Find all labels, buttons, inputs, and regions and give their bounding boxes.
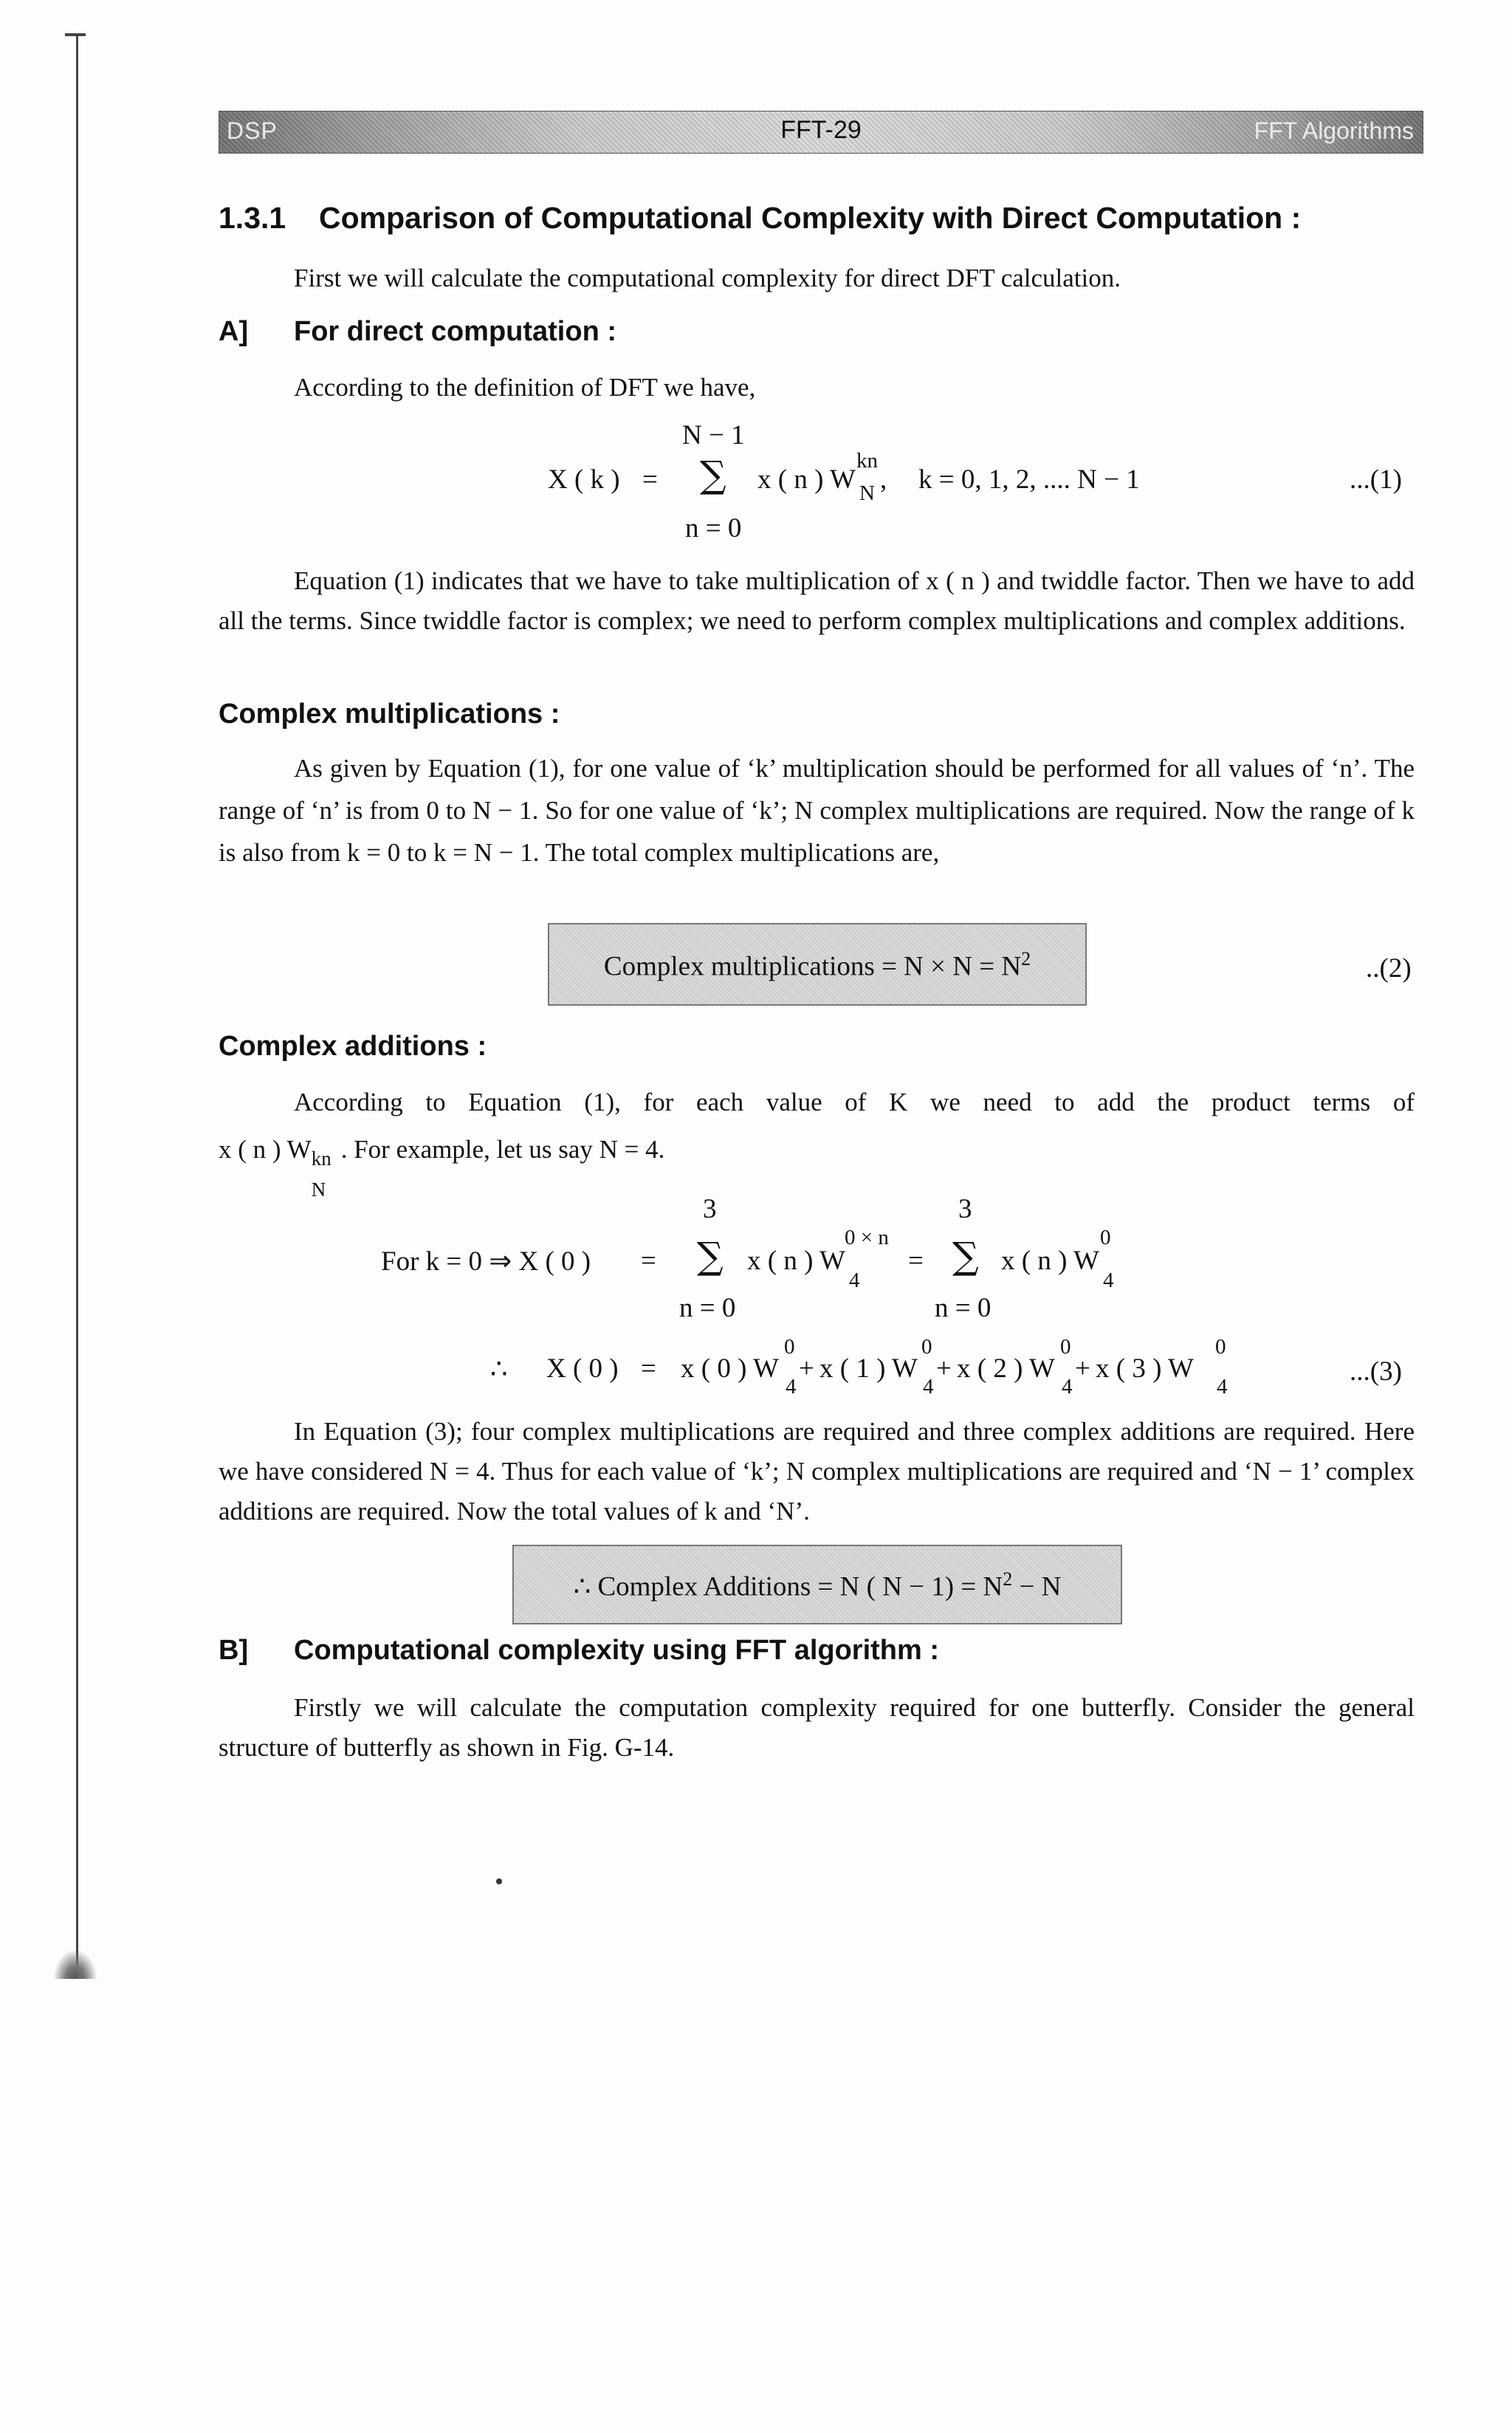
eqk0-lower-2: n = 0 (935, 1293, 992, 1323)
part-a-title: For direct computation : (294, 316, 616, 347)
eq3-number: ...(3) (1350, 1356, 1402, 1387)
complex-add-formula-sup: 2 (1003, 1568, 1013, 1590)
binding-tick (65, 33, 86, 36)
add-line2-sub: N (311, 1178, 326, 1201)
eqk0-lhs: For k = 0 ⇒ X ( 0 ) (381, 1246, 591, 1277)
eq1-lower-limit: n = 0 (685, 513, 742, 543)
complex-mult-heading: Complex multiplications : (219, 699, 560, 730)
eq1-sub: N (859, 481, 875, 505)
eq1-term: x ( n ) W (757, 464, 856, 495)
eq3-term-1: x ( 0 ) W (681, 1353, 779, 1384)
eqk0-equals: = (641, 1246, 656, 1276)
eq1-upper-limit: N − 1 (682, 420, 745, 450)
part-b-title: Computational complexity using FFT algorithm : (294, 1635, 940, 1666)
header-left: DSP (227, 117, 278, 144)
add-line2-sup: kn (311, 1147, 331, 1170)
eqk0-term-1-sub: 4 (849, 1269, 860, 1292)
eq3-term-4-sup: 0 (1215, 1335, 1226, 1359)
eq3-term-1-sub: 4 (786, 1375, 797, 1399)
running-header (219, 111, 1423, 154)
eqk0-equals-2: = (908, 1246, 924, 1276)
eqk0-term-1-sup: 0 × n (845, 1226, 889, 1249)
complex-add-heading: Complex additions : (219, 1031, 487, 1062)
eq3-term-3: x ( 2 ) W (957, 1353, 1055, 1384)
section-intro: First we will calculate the computational complexity for direct DFT calculation. (294, 264, 1121, 292)
para-3: In Equation (3); four complex multiplications are required and three complex additions are required. Here we have considered N = 4. Thus for each value of ‘k’; N complex multiplications are required and ‘N − 1’ complex additions are required. Now the total values of k and ‘N’. (219, 1417, 1415, 1526)
add-line2-term: x ( n ) W (219, 1135, 312, 1164)
part-b-para: Firstly we will calculate the computation complexity required for one butterfly. Consider the general structure of butterfly as shown in Fig. G-14. (219, 1693, 1415, 1762)
eq3-op-1: + (799, 1353, 814, 1384)
part-b-label: B] (219, 1635, 249, 1666)
eq1-range: k = 0, 1, 2, .... N − 1 (918, 464, 1140, 495)
complex-add-para-line2 (219, 1130, 665, 1201)
complex-add-formula (514, 1568, 1121, 1602)
eqk0-lower-1: n = 0 (679, 1293, 736, 1323)
eqk0-upper-1: 3 (703, 1194, 717, 1224)
binding-smudge (53, 1949, 97, 1979)
section-number: 1.3.1 (219, 201, 286, 235)
page-number: FFT-29 (780, 116, 862, 144)
eqk0-term-2-sub: 4 (1103, 1269, 1114, 1292)
eq3-term-3-sup: 0 (1060, 1335, 1071, 1359)
complex-mult-formula-sup: 2 (1021, 948, 1031, 970)
section-title: Comparison of Computational Complexity with Direct Computation : (319, 201, 1302, 235)
eq3-term-2: x ( 1 ) W (819, 1353, 918, 1384)
complex-mult-formula (549, 948, 1085, 982)
eq3-equals: = (641, 1353, 656, 1384)
complex-mult-box (548, 923, 1087, 1006)
complex-add-formula-text: ∴ Complex Additions = N ( N − 1) = N (573, 1571, 1003, 1602)
eq3-lhs: X ( 0 ) (546, 1353, 619, 1384)
eq3-therefore: ∴ (490, 1354, 508, 1384)
complex-mult-para: As given by Equation (1), for one value of ‘k’ multiplication should be performed for all values of ‘n’. The range of ‘n’ is from 0 to N − 1. So for one value of ‘k’; N complex multiplications are required. Now the range of k is also from k = 0 to k = N − 1. The total complex multiplications are, (219, 754, 1415, 867)
complex-add-formula-post: − N (1012, 1571, 1062, 1602)
eq3-op-3: + (1075, 1353, 1090, 1384)
binding-line (76, 33, 78, 1968)
eqk0-upper-2: 3 (958, 1194, 972, 1224)
add-line2-post: . For example, let us say N = 4. (340, 1135, 665, 1164)
eq1-sigma: ∑ (700, 453, 726, 496)
eq1-comma: , (880, 464, 887, 495)
eq3-term-1-sup: 0 (784, 1335, 795, 1359)
eq1-sup: kn (856, 449, 878, 473)
eq1-number: ...(1) (1350, 464, 1402, 495)
part-a-label: A] (219, 316, 249, 347)
eq2-number: ..(2) (1366, 953, 1412, 984)
part-a-intro: According to the definition of DFT we have, (294, 373, 756, 402)
eq3-term-2-sub: 4 (923, 1375, 934, 1399)
eq3-term-2-sup: 0 (921, 1335, 932, 1359)
para-1: Equation (1) indicates that we have to take multiplication of x ( n ) and twiddle factor. Then we have to add all the terms. Since twiddle factor is complex; we need to perform complex multiplications and complex additions. (219, 566, 1415, 635)
eqk0-sigma-2: ∑ (952, 1235, 979, 1277)
eqk0-sigma-1: ∑ (697, 1235, 724, 1277)
eqk0-term-2-sup: 0 (1100, 1226, 1111, 1249)
eq3-op-2: + (936, 1353, 952, 1384)
eq3-term-4-sub: 4 (1217, 1375, 1228, 1399)
complex-add-para-line1: According to Equation (1), for each value of K we need to add the product terms of (294, 1088, 1415, 1116)
eqk0-term-1: x ( n ) W (747, 1246, 845, 1276)
eq1-lhs: X ( k ) (548, 464, 620, 495)
complex-add-box (512, 1545, 1122, 1624)
eq1-equals: = (642, 464, 658, 495)
eq3-term-3-sub: 4 (1062, 1375, 1073, 1399)
speck (496, 1878, 502, 1884)
header-right: FFT Algorithms (1254, 117, 1414, 144)
eq3-term-4: x ( 3 ) W (1096, 1353, 1194, 1384)
complex-mult-formula-text: Complex multiplications = N × N = N (603, 951, 1022, 982)
eqk0-term-2: x ( n ) W (1001, 1246, 1099, 1276)
